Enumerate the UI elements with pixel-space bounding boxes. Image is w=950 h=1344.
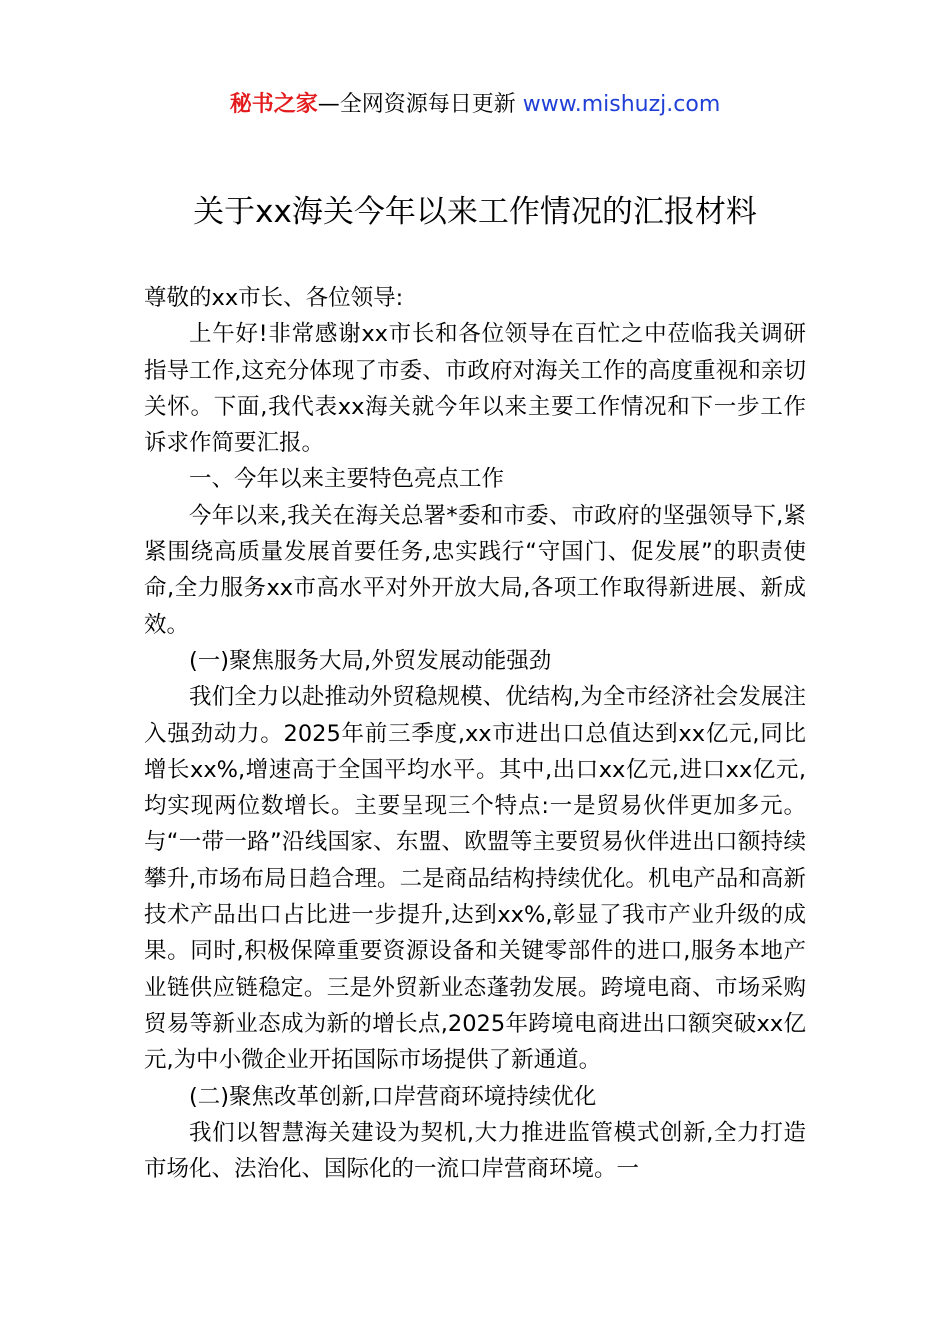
body-paragraph: 我们以智慧海关建设为契机,大力推进监管模式创新,全力打造市场化、法治化、国际化的一流口岸营商环境。一 — [144, 1119, 806, 1183]
subsection-heading: (二)聚焦改革创新,口岸营商环境持续优化 — [189, 1083, 597, 1110]
banner-slogan: —全网资源每日更新 — [317, 92, 523, 117]
salutation: 尊敬的xx市长、各位领导: — [144, 285, 404, 311]
body-paragraph: 今年以来,我关在海关总署*委和市委、市政府的坚强领导下,紧紧围绕高质量发展首要任务,忠实践行“守国门、促发展”的职责使命,全力服务xx市高水平对外开放大局,各项工作取得新进展、新成效。 — [144, 502, 806, 638]
section-heading: 一、今年以来主要特色亮点工作 — [189, 466, 505, 493]
body-paragraph: 上午好!非常感谢xx市长和各位领导在百忙之中莅临我关调研指导工作,这充分体现了市委、市政府对海关工作的高度重视和亲切关怀。下面,我代表xx海关就今年以来主要工作情况和下一步工作诉求作简要汇报。 — [144, 321, 806, 457]
banner-brand: 秘书之家 — [229, 92, 318, 117]
body-paragraph: 我们全力以赴推动外贸稳规模、优结构,为全市经济社会发展注入强劲动力。2025年前三季度,xx市进出口总值达到xx亿元,同比增长xx%,增速高于全国平均水平。其中,出口xx亿元,进口xx亿元,均实现两位数增长。主要呈现三个特点:一是贸易伙伴更加多元。与“一带一路”沿线国家、东盟、欧盟等主要贸易伙伴进出口额持续攀升,市场布局日趋合理。二是商品结构持续优化。机电产品和高新技术产品出口占比进一步提升,达到xx%,彰显了我市产业升级的成果。同时,积极保障重要资源设备和关键零部件的进口,服务本地产业链供应链稳定。三是外贸新业态蓬勃发展。跨境电商、市场采购贸易等新业态成为新的增长点,2025年跨境电商进出口额突破xx亿元,为中小微企业开拓国际市场提供了新通道。 — [144, 684, 806, 1074]
document-body — [144, 280, 806, 1187]
header-banner — [0, 90, 950, 120]
document-title: 关于xx海关今年以来工作情况的汇报材料 — [193, 194, 757, 230]
subsection-heading: (一)聚焦服务大局,外贸发展动能强劲 — [189, 647, 552, 674]
banner-url-link[interactable]: www.mishuzj.com — [522, 92, 721, 117]
